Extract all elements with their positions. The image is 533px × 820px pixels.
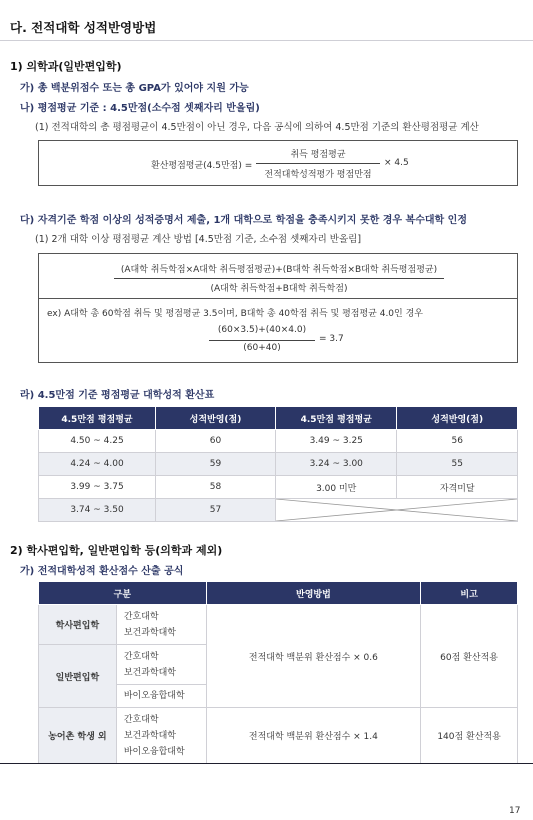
formula2-fraction-line [114, 278, 444, 279]
table-cell: 3.49 ~ 3.25 [275, 430, 397, 453]
formula1-lhs: 환산평점평균(4.5만점) = [151, 161, 253, 171]
table-row [39, 453, 518, 476]
table-cell: 3.99 ~ 3.75 [39, 476, 156, 499]
note-cell: 60점 환산적용 [421, 605, 518, 708]
institution-name: 간호대학 [123, 651, 159, 662]
formula-box-2 [38, 253, 518, 363]
part2-heading: 2) 학사편입학, 일반편입학 등(의학과 제외) [10, 544, 223, 557]
title-divider [0, 40, 533, 41]
col-header: 4.5만점 평점평균 [275, 407, 397, 430]
group-label: 일반편입학 [39, 645, 117, 708]
table-cell: 60 [156, 430, 276, 453]
col-header: 4.5만점 평점평균 [39, 407, 156, 430]
formula1-denominator: 전적대학성적평가 평점만점 [264, 170, 372, 180]
formula2-ex-result: = 3.7 [319, 334, 344, 344]
table-row [39, 605, 518, 645]
group-label: 농어촌 학생 외 [39, 708, 117, 764]
table-cell: 3.74 ~ 3.50 [39, 499, 156, 522]
empty-crossed-cell [275, 499, 517, 522]
formula-table [38, 581, 518, 764]
table-row [39, 430, 518, 453]
formula2-ex-denominator: (60+40) [243, 343, 281, 353]
part1-item-da: 다) 자격기준 학점 이상의 성적증명서 제출, 1개 대학으로 학점을 충족시키지 못한 경우 복수대학 인정 [20, 215, 467, 226]
formula-box-1 [38, 140, 518, 186]
table-row [39, 499, 518, 522]
formula2-example: ex) A대학 총 60학점 취득 및 평점평균 3.5이며, B대학 총 40학점 취득 및 평점평균 4.0인 경우 [47, 309, 423, 319]
institution-name: 보건과학대학 [123, 627, 176, 638]
part1-item-da-1: (1) 2개 대학 이상 평점평균 계산 방법 [4.5만점 기준, 소수점 셋째자리 반올림] [35, 234, 362, 245]
formula2-denominator: (A대학 취득학점+B대학 취득학점) [210, 284, 348, 294]
part1-item-na: 나) 평점평균 기준 : 4.5만점(소수점 셋째자리 반올림) [20, 103, 260, 114]
table-row [39, 708, 518, 764]
col-header: 구분 [39, 582, 207, 605]
col-header: 비고 [421, 582, 518, 605]
part1-item-ga: 가) 총 백분위점수 또는 총 GPA가 있어야 지원 가능 [20, 83, 249, 94]
institution-name: 간호대학 [123, 714, 159, 725]
formula2-numerator: (A대학 취득학점×A대학 취득평점평균)+(B대학 취득학점×B대학 취득평점평균) [120, 265, 438, 275]
table-cell: 4.24 ~ 4.00 [39, 453, 156, 476]
formula1-numerator: 취득 평점평균 [290, 150, 346, 160]
institution-cell: 바이오융합대학 [116, 685, 206, 708]
col-header: 성적반영(점) [397, 407, 518, 430]
table-cell: 3.24 ~ 3.00 [275, 453, 397, 476]
institution-cell [116, 645, 206, 685]
table-cell: 자격미달 [397, 476, 518, 499]
table-cell: 56 [397, 430, 518, 453]
note-cell: 140점 환산적용 [421, 708, 518, 764]
institution-cell [116, 605, 206, 645]
table-cell: 55 [397, 453, 518, 476]
conversion-table-header [39, 407, 518, 430]
cross-lines [276, 499, 517, 521]
method-cell: 전적대학 백분위 환산점수 × 0.6 [206, 605, 421, 708]
conversion-table [38, 406, 518, 522]
formula2-ex-numerator: (60×3.5)+(40×4.0) [217, 325, 307, 335]
table-row [39, 476, 518, 499]
formula1-fraction-line [256, 163, 380, 164]
formula1-rhs: × 4.5 [384, 158, 409, 168]
section-title: 다. 전적대학 성적반영방법 [10, 20, 157, 35]
col-header: 반영방법 [206, 582, 421, 605]
part1-heading: 1) 의학과(일반편입학) [10, 60, 122, 73]
institution-name: 바이오융합대학 [123, 746, 185, 757]
part1-item-na-1: (1) 전적대학의 총 평점평균이 4.5만점이 아닌 경우, 다음 공식에 의하여 4.5만점 기준의 환산평점평균 계산 [35, 122, 479, 133]
group-label: 학사편입학 [39, 605, 117, 645]
institution-name: 간호대학 [123, 611, 159, 622]
institution-name: 보건과학대학 [123, 667, 176, 678]
table-cell: 3.00 미만 [275, 476, 397, 499]
table-cell: 4.50 ~ 4.25 [39, 430, 156, 453]
method-cell: 전적대학 백분위 환산점수 × 1.4 [206, 708, 421, 764]
institution-cell [116, 708, 206, 764]
part1-item-ra: 라) 4.5만점 기준 평점평균 대학성적 환산표 [20, 390, 215, 401]
formula-table-header [39, 582, 518, 605]
formula2-divider [39, 298, 517, 299]
part2-item-ga: 가) 전적대학성적 환산점수 산출 공식 [20, 566, 184, 577]
institution-name: 보건과학대학 [123, 730, 176, 741]
table-cell: 57 [156, 499, 276, 522]
table-cell: 59 [156, 453, 276, 476]
col-header: 성적반영(점) [156, 407, 276, 430]
page-number: 17 [509, 806, 521, 816]
table-cell: 58 [156, 476, 276, 499]
formula2-ex-fraction-line [209, 340, 315, 341]
footer-divider [0, 763, 533, 764]
